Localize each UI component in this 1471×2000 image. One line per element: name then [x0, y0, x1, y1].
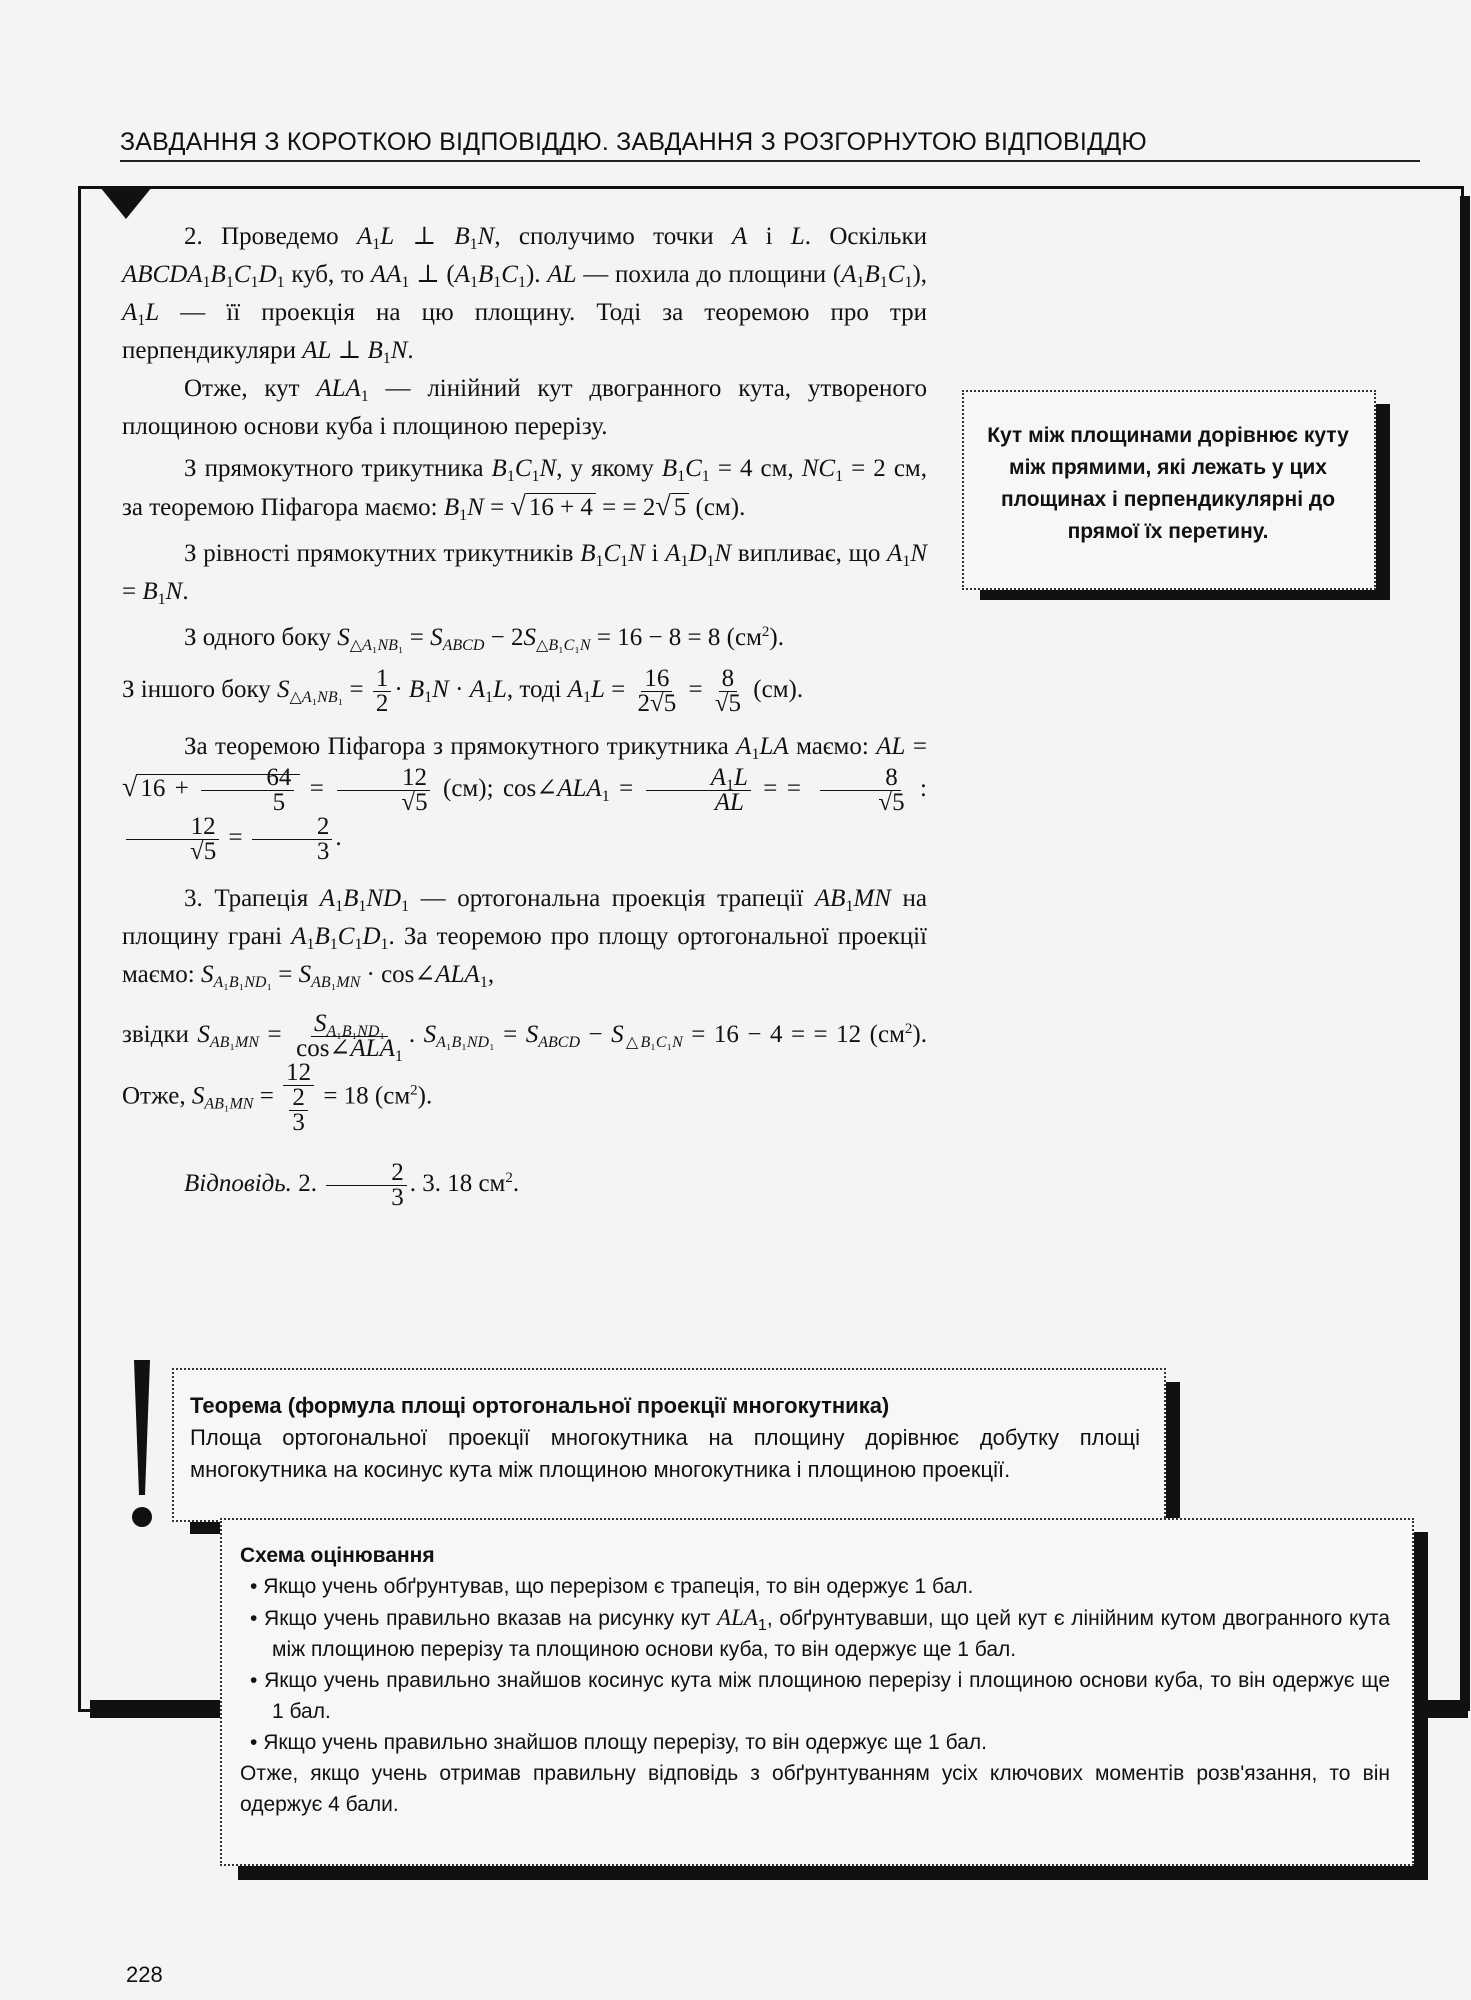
grading-bullet-1: • Якщо учень обґрунтував, що перерізом є трапеція, то він одержує 1 бал. — [250, 1575, 974, 1598]
note-text: Кут між площинами дорівнює куту між прямими, які лежать у цих площинах і перпендикулярні до прямої їх перетину. — [987, 424, 1349, 543]
grading-title: Схема оцінювання — [240, 1544, 435, 1567]
grading-text — [240, 1540, 1390, 1820]
grading-bullet-3: • Якщо учень правильно знайшов косинус кута між площиною перерізу і площиною основи куба, то він одержує ще 1 бал. — [250, 1669, 1391, 1723]
corner-triangle-icon — [100, 187, 152, 219]
grading-bullet-4: • Якщо учень правильно знайшов площу перерізу, то він одержує ще 1 бал. — [250, 1731, 987, 1754]
cos-para: За теоремою Піфагора з прямокутного трикутника $A_1LA$ маємо: AL = √ 16 + $\frac{64}{5}$ = $\frac{12}{√5}$ (см); $\cos\angle ALA_1$ = $\frac{A_1L}{AL}$ = = $\frac{8}{√5}$ : $\frac{12}{√5}$ = $\frac{2}{3}$ . — [122, 733, 928, 865]
pythagoras-para-1: З прямокутного трикутника $B_1C_1N$, у якому $B_1C_1 = 4$ см, $NC_1 = 2$ см, за теоремою Піфагора маємо: $B_1N$ = √ 16 + 4 = = 2√ 5 (см). — [122, 455, 927, 524]
solution-text — [122, 218, 927, 1210]
page-number: 228 — [126, 1962, 163, 1987]
grading-bullet-2: • Якщо учень правильно вказав на рисунку кут $ALA_1$, обґрунтувавши, що цей кут є лінійним кутом двогранного кута між площиною перерізу та площиною основи куба, то він одержує ще 1 бал. — [250, 1605, 1390, 1661]
exclamation-icon — [130, 1360, 154, 1530]
theorem-text — [190, 1390, 1140, 1486]
running-header: ЗАВДАННЯ З КОРОТКОЮ ВІДПОВІДДЮ. ЗАВДАННЯ З РОЗГОРНУТОЮ ВІДПОВІДДЮ — [120, 128, 1147, 156]
step-3-para: 3. Трапеція $A_1B_1ND_1$ — ортогональна проекція трапеції $AB_1MN$ на площину грані $A_1B_1C_1D_1$. За теоремою про площу ортогональної проекції маємо: $S_{A_1B_1ND_1} = S_{AB_1MN}$ · $\cos\angle ALA_1$, — [122, 885, 928, 991]
answer-line: Відповідь. 2. $\frac{2}{3}$ . 3. 18 $см^2$. — [184, 1159, 520, 1211]
area-other-side: З іншого боку $S_{\triangle A_1NB_1}$ = $\frac{1}{2}$ · $B_1N \cdot A_1L$, тоді $A_1L$ = $\frac{16}{2√5}$ = $\frac{8}{√5}$ (см). — [122, 665, 804, 717]
equal-triangles-para: З рівності прямокутних трикутників $B_1C_1N$ і $A_1D_1N$ випливає, що $A_1N = B_1N$. — [122, 540, 927, 608]
linear-angle-para: Отже, кут $ALA_1$ — лінійний кут двогранного кута, утвореного площиною основи куба і площиною перерізу. — [122, 375, 927, 440]
area-one-side: З одного боку $S_{\triangle A_1NB_1} = S_{ABCD} - 2S_{\triangle B_1C_1N} = 16 - 8 = 8$ $(см^2)$. — [184, 624, 784, 654]
header-rule — [120, 160, 1420, 162]
theorem-title: Теорема (формула площі ортогональної проекції многокутника) — [190, 1393, 890, 1418]
grading-final: Отже, якщо учень отримав правильну відповідь з обґрунтуванням усіх ключових моментів розв'язання, то він одержує 4 бали. — [240, 1762, 1390, 1816]
step-3-calc: звідки $S_{AB_1MN}$ = $\frac{S_{A_1B_1ND_1}}{\cos\angle ALA_1}$ . $S_{A_1B_1ND_1} = S_{ABCD} - S_{\triangle B_1C_1N} = 16 - 4$ = = 12 $(см^2)$. Отже, $S_{AB_1MN}$ = $\frac{12}{\frac{2}{3}}$ = 18 $(см^2)$. — [122, 1010, 927, 1136]
theorem-statement: Площа ортогональної проекції многокутника на площину дорівнює добутку площі многокутника на косинус кута між площиною многокутника і площиною проекції. — [190, 1425, 1140, 1482]
step-2-intro: 2. Проведемо $A_1L$ ⊥ $B_1N$, сполучимо точки A і L. Оскільки $ABCDA_1B_1C_1D_1$ куб, то $AA_1$ ⊥ $(A_1B_1C_1)$. AL — похила до площини $(A_1B_1C_1)$, $A_1L$ — її проекція на цю площину. Тоді за теоремою про три перпендикуляри AL ⊥ $B_1N$. — [122, 223, 928, 367]
